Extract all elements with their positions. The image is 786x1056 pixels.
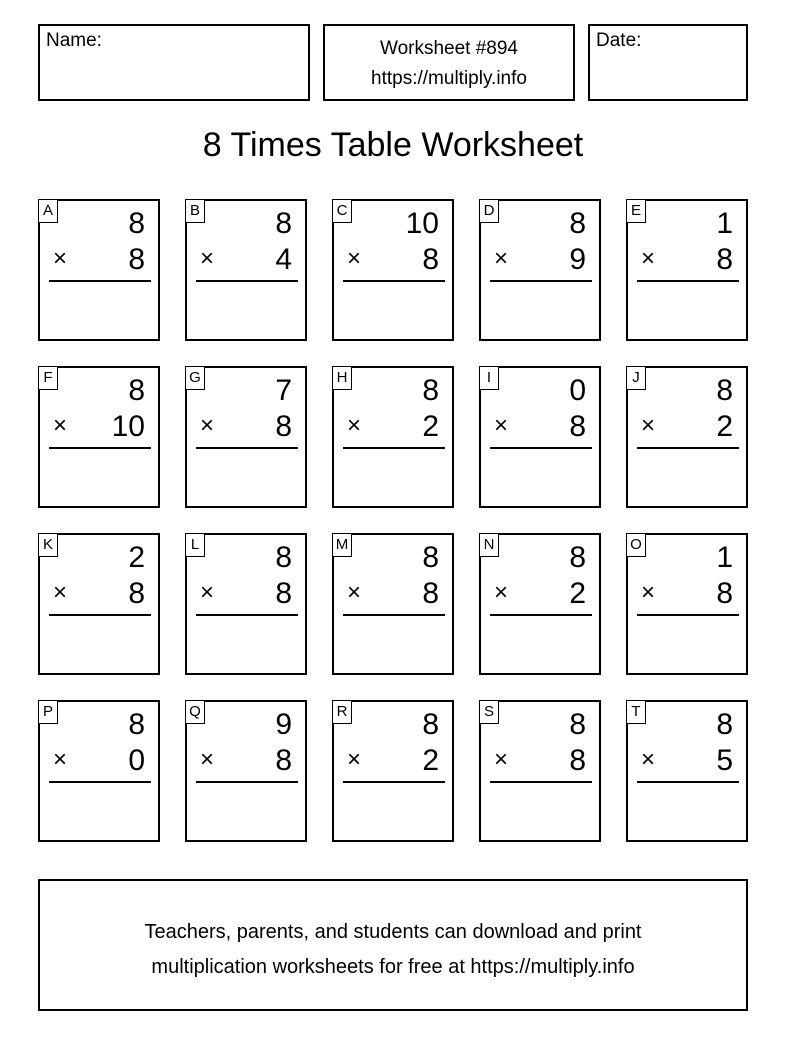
problem-letter: A bbox=[38, 199, 58, 223]
answer-line bbox=[196, 280, 298, 282]
times-sign: × bbox=[200, 412, 215, 439]
answer-line bbox=[490, 447, 592, 449]
problem-letter: B bbox=[185, 199, 205, 223]
multiplicand: 9 bbox=[275, 708, 292, 741]
multiplier: 5 bbox=[716, 744, 733, 777]
multiplicand: 8 bbox=[716, 708, 733, 741]
multiplier: 8 bbox=[422, 577, 439, 610]
multiplier: 2 bbox=[422, 410, 439, 443]
answer-line bbox=[49, 781, 151, 783]
problem-letter: C bbox=[332, 199, 352, 223]
times-sign: × bbox=[347, 746, 362, 773]
name-label: Name: bbox=[46, 30, 102, 51]
multiplicand: 0 bbox=[569, 374, 586, 407]
problem-letter: F bbox=[38, 366, 58, 390]
times-sign: × bbox=[641, 579, 656, 606]
multiplier: 4 bbox=[275, 243, 292, 276]
multiplier: 8 bbox=[569, 744, 586, 777]
answer-line bbox=[343, 781, 445, 783]
problem-letter: H bbox=[332, 366, 352, 390]
times-sign: × bbox=[53, 746, 68, 773]
multiplicand: 8 bbox=[569, 207, 586, 240]
multiplier: 8 bbox=[128, 577, 145, 610]
problem-card[interactable] bbox=[479, 366, 601, 508]
multiplicand: 8 bbox=[128, 708, 145, 741]
problem-letter: P bbox=[38, 700, 58, 724]
answer-line bbox=[637, 614, 739, 616]
answer-line bbox=[490, 280, 592, 282]
name-box[interactable] bbox=[38, 24, 310, 101]
problem-letter: N bbox=[479, 533, 499, 557]
problem-card[interactable] bbox=[185, 700, 307, 842]
problem-letter: J bbox=[626, 366, 646, 390]
problem-letter: E bbox=[626, 199, 646, 223]
multiplicand: 8 bbox=[716, 374, 733, 407]
worksheet-number: Worksheet #894 bbox=[379, 38, 518, 59]
times-sign: × bbox=[347, 579, 362, 606]
multiplicand: 8 bbox=[569, 708, 586, 741]
multiplier: 10 bbox=[111, 410, 145, 443]
answer-line bbox=[637, 280, 739, 282]
multiplicand: 8 bbox=[275, 207, 292, 240]
problem-letter: I bbox=[479, 366, 499, 390]
multiplicand: 8 bbox=[422, 374, 439, 407]
problem-card[interactable] bbox=[479, 533, 601, 675]
answer-line bbox=[49, 447, 151, 449]
worksheet-info-box bbox=[323, 24, 575, 101]
problem-card[interactable] bbox=[626, 366, 748, 508]
times-sign: × bbox=[53, 412, 68, 439]
multiplier: 8 bbox=[422, 243, 439, 276]
problem-card[interactable] bbox=[626, 199, 748, 341]
problem-letter: T bbox=[626, 700, 646, 724]
times-sign: × bbox=[53, 245, 68, 272]
multiplicand: 7 bbox=[275, 374, 292, 407]
problem-card[interactable] bbox=[626, 700, 748, 842]
multiplier: 8 bbox=[128, 243, 145, 276]
website-link[interactable]: https://multiply.info bbox=[371, 68, 527, 89]
multiplier: 2 bbox=[422, 744, 439, 777]
times-sign: × bbox=[347, 412, 362, 439]
multiplicand: 8 bbox=[422, 541, 439, 574]
date-box[interactable] bbox=[588, 24, 748, 101]
multiplier: 2 bbox=[569, 577, 586, 610]
problem-card[interactable] bbox=[332, 700, 454, 842]
multiplicand: 1 bbox=[716, 207, 733, 240]
footer-box bbox=[38, 879, 748, 1011]
problem-card[interactable] bbox=[332, 366, 454, 508]
multiplicand: 8 bbox=[275, 541, 292, 574]
page-title: 8 Times Table Worksheet bbox=[202, 126, 584, 164]
multiplicand: 8 bbox=[128, 207, 145, 240]
problem-letter: R bbox=[332, 700, 352, 724]
times-sign: × bbox=[641, 412, 656, 439]
answer-line bbox=[637, 447, 739, 449]
date-label: Date: bbox=[596, 30, 642, 51]
multiplier: 8 bbox=[275, 577, 292, 610]
answer-line bbox=[490, 614, 592, 616]
answer-line bbox=[196, 447, 298, 449]
problem-letter: S bbox=[479, 700, 499, 724]
answer-line bbox=[343, 447, 445, 449]
problem-card[interactable] bbox=[185, 533, 307, 675]
answer-line bbox=[637, 781, 739, 783]
multiplicand: 10 bbox=[405, 207, 439, 240]
multiplicand: 1 bbox=[716, 541, 733, 574]
times-sign: × bbox=[641, 245, 656, 272]
footer-line-2: multiplication worksheets for free at https://multiply.info bbox=[151, 956, 635, 978]
times-sign: × bbox=[53, 579, 68, 606]
problem-letter: O bbox=[626, 533, 646, 557]
multiplicand: 2 bbox=[128, 541, 145, 574]
multiplier: 8 bbox=[275, 744, 292, 777]
problem-card[interactable] bbox=[332, 199, 454, 341]
problem-letter: G bbox=[185, 366, 205, 390]
problem-card[interactable] bbox=[185, 199, 307, 341]
problem-card[interactable] bbox=[38, 199, 160, 341]
multiplier: 2 bbox=[716, 410, 733, 443]
multiplicand: 8 bbox=[422, 708, 439, 741]
problem-letter: D bbox=[479, 199, 499, 223]
problem-card[interactable] bbox=[479, 199, 601, 341]
multiplier: 8 bbox=[569, 410, 586, 443]
problem-card[interactable] bbox=[38, 366, 160, 508]
times-sign: × bbox=[347, 245, 362, 272]
multiplicand: 8 bbox=[569, 541, 586, 574]
problem-card[interactable] bbox=[185, 366, 307, 508]
problem-letter: M bbox=[332, 533, 352, 557]
times-sign: × bbox=[200, 746, 215, 773]
problem-card[interactable] bbox=[38, 533, 160, 675]
answer-line bbox=[196, 781, 298, 783]
answer-line bbox=[49, 280, 151, 282]
answer-line bbox=[343, 280, 445, 282]
multiplier: 9 bbox=[569, 243, 586, 276]
answer-line bbox=[196, 614, 298, 616]
problem-letter: K bbox=[38, 533, 58, 557]
multiplicand: 8 bbox=[128, 374, 145, 407]
multiplier: 8 bbox=[716, 577, 733, 610]
times-sign: × bbox=[641, 746, 656, 773]
times-sign: × bbox=[494, 579, 509, 606]
problem-card[interactable] bbox=[38, 700, 160, 842]
times-sign: × bbox=[494, 412, 509, 439]
times-sign: × bbox=[494, 746, 509, 773]
answer-line bbox=[490, 781, 592, 783]
answer-line bbox=[343, 614, 445, 616]
multiplier: 8 bbox=[275, 410, 292, 443]
times-sign: × bbox=[200, 245, 215, 272]
times-sign: × bbox=[494, 245, 509, 272]
times-sign: × bbox=[200, 579, 215, 606]
problem-letter: Q bbox=[185, 700, 205, 724]
footer-line-1: Teachers, parents, and students can download and print bbox=[144, 921, 642, 943]
problem-card[interactable] bbox=[479, 700, 601, 842]
problem-card[interactable] bbox=[332, 533, 454, 675]
answer-line bbox=[49, 614, 151, 616]
problem-card[interactable] bbox=[626, 533, 748, 675]
problem-letter: L bbox=[185, 533, 205, 557]
multiplier: 8 bbox=[716, 243, 733, 276]
multiplier: 0 bbox=[128, 744, 145, 777]
